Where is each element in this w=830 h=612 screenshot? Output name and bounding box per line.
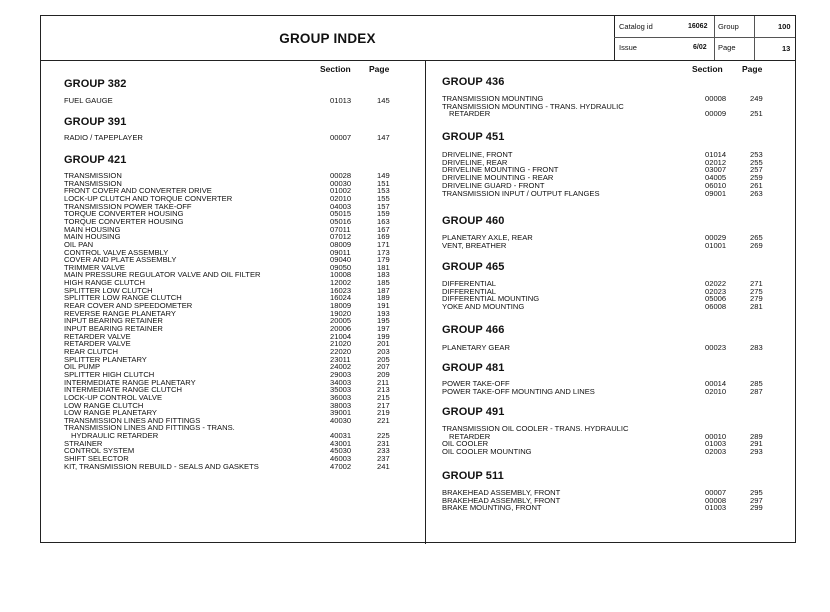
entry-page: 191 (377, 301, 390, 311)
entry-section: 00007 (705, 488, 727, 497)
entry-name: REAR COVER AND SPEEDOMETER (64, 301, 193, 311)
entry-page: 147 (377, 133, 390, 142)
page-value: 13 (782, 44, 791, 53)
entry-page: 185 (377, 278, 390, 288)
entry-name: FRONT COVER AND CONVERTER DRIVE (64, 186, 212, 196)
entry-section: 02023 (705, 286, 727, 296)
entry-name: TRANSMISSION OIL COOLER - TRANS. HYDRAULIC (442, 424, 629, 433)
group-heading: GROUP 451 (442, 131, 505, 143)
entry-page: 299 (750, 503, 763, 513)
entry-section: 08009 (330, 239, 352, 249)
entry-name: INTERMEDIATE RANGE CLUTCH (64, 385, 182, 395)
entry-page: 195 (377, 316, 390, 326)
entry-section: 24002 (330, 362, 352, 372)
entry-section: 00010 (705, 431, 727, 441)
entry-section: 16023 (330, 285, 352, 295)
entry-section: 07012 (330, 232, 352, 242)
entry-section: 02010 (330, 193, 352, 203)
entry-page: 289 (750, 431, 763, 441)
entry-page: 269 (750, 240, 763, 250)
entry-name: MAIN HOUSING (64, 224, 121, 234)
entry-page: 205 (377, 354, 390, 364)
entry-page: 211 (377, 377, 390, 387)
index-entry (442, 303, 770, 312)
catalog-id-value: 16062 (688, 23, 708, 30)
entry-section: 12002 (330, 278, 352, 288)
entry-name: OIL COOLER MOUNTING (442, 447, 532, 457)
index-entry (442, 448, 770, 457)
entry-page: 249 (750, 94, 763, 103)
entry-name: TRANSMISSION (64, 178, 122, 188)
entry-name: INTERMEDIATE RANGE PLANETARY (64, 377, 196, 387)
entry-name: DRIVELINE MOUNTING - REAR (442, 173, 554, 183)
entry-section: 21020 (330, 339, 352, 349)
entry-name: RETARDER (449, 431, 491, 441)
entry-name: DIFFERENTIAL (442, 286, 497, 296)
entry-section: 02010 (705, 386, 727, 396)
document-frame (40, 15, 796, 543)
entry-section: 20006 (330, 324, 352, 333)
group-heading: GROUP 491 (442, 406, 505, 418)
entry-page: 217 (377, 400, 390, 410)
entry-name: BRAKEHEAD ASSEMBLY, FRONT (442, 495, 561, 505)
entry-name: YOKE AND MOUNTING (442, 302, 525, 312)
entry-page: 281 (750, 302, 763, 312)
entry-page: 225 (377, 431, 390, 441)
entry-section: 06008 (705, 302, 727, 312)
entry-name: LOW RANGE PLANETARY (64, 408, 157, 418)
entry-name: TORQUE CONVERTER HOUSING (64, 216, 184, 226)
entry-page: 297 (750, 495, 763, 505)
entry-name: RETARDER VALVE (64, 331, 131, 341)
entry-name: COVER AND PLATE ASSEMBLY (64, 255, 177, 265)
page-label: Page (718, 43, 736, 52)
entry-section: 39001 (330, 408, 352, 418)
entry-section: 00008 (705, 495, 727, 505)
group-heading: GROUP 391 (64, 116, 127, 128)
entry-name: TORQUE CONVERTER HOUSING (64, 209, 184, 219)
entry-name: DIFFERENTIAL (442, 279, 497, 288)
entry-section: 01013 (330, 96, 352, 105)
entry-section: 35003 (330, 385, 352, 395)
entry-section: 05016 (330, 216, 352, 226)
group-label: Group (718, 22, 739, 31)
entry-page: 283 (750, 343, 763, 352)
entry-section: 10008 (330, 270, 352, 280)
entry-page: 163 (377, 216, 390, 226)
entry-name: POWER TAKE-OFF MOUNTING AND LINES (442, 386, 595, 396)
entry-name: CONTROL SYSTEM (64, 446, 135, 456)
entry-name: FUEL GAUGE (64, 96, 113, 105)
entry-name: MAIN HOUSING (64, 232, 121, 242)
group-heading: GROUP 481 (442, 362, 505, 374)
entry-name: REVERSE RANGE PLANETARY (64, 308, 176, 318)
entry-section: 01001 (705, 240, 727, 250)
entry-page: 251 (750, 109, 763, 119)
group-heading: GROUP 436 (442, 76, 505, 88)
entry-page: 287 (750, 386, 763, 396)
entry-name: TRIMMER VALVE (64, 262, 125, 272)
entry-name: DRIVELINE, REAR (442, 157, 508, 167)
entry-section: 36003 (330, 392, 352, 402)
entry-name: PLANETARY AXLE, REAR (442, 233, 533, 242)
entry-section: 18009 (330, 301, 352, 311)
entry-page: 167 (377, 224, 390, 234)
entry-page: 221 (377, 415, 390, 425)
entry-section: 43001 (330, 438, 352, 448)
page-title: GROUP INDEX (41, 16, 615, 60)
entry-name: TRANSMISSION MOUNTING - TRANS. HYDRAULIC (442, 101, 624, 111)
entry-section: 00029 (705, 233, 727, 242)
entry-name: INPUT BEARING RETAINER (64, 324, 163, 333)
entry-page: 285 (750, 379, 763, 388)
entry-page: 213 (377, 385, 390, 395)
entry-section: 34003 (330, 377, 352, 387)
entry-name: OIL PUMP (64, 362, 101, 372)
entry-section: 01003 (705, 503, 727, 513)
group-heading: GROUP 460 (442, 215, 505, 227)
entry-section: 00009 (705, 109, 727, 119)
entry-section: 00007 (330, 133, 352, 142)
header-divider (41, 60, 795, 61)
entry-name: OIL PAN (64, 239, 94, 249)
entry-page: 173 (377, 247, 390, 257)
entry-page: 261 (750, 180, 763, 190)
page-column-header: Page (369, 64, 390, 74)
entry-section: 09001 (705, 188, 727, 198)
header-col-divider (754, 16, 755, 60)
entry-name: SPLITTER LOW RANGE CLUTCH (64, 293, 182, 303)
entry-page: 231 (377, 438, 390, 448)
entry-name: TRANSMISSION INPUT / OUTPUT FLANGES (442, 188, 600, 198)
entry-page: 255 (750, 157, 763, 167)
entry-section: 01003 (705, 439, 727, 449)
entry-name: SPLITTER HIGH CLUTCH (64, 369, 155, 379)
section-column-header: Section (692, 64, 723, 74)
entry-section: 00008 (705, 94, 727, 103)
header-row-divider (614, 37, 795, 38)
entry-page: 233 (377, 446, 390, 456)
entry-name: INPUT BEARING RETAINER (64, 316, 163, 326)
entry-name: SPLITTER PLANETARY (64, 354, 147, 364)
entry-page: 295 (750, 488, 763, 497)
entry-page: 183 (377, 270, 390, 280)
entry-name: DRIVELINE, FRONT (442, 150, 513, 159)
entry-page: 179 (377, 255, 390, 265)
entry-page: 215 (377, 392, 390, 402)
entry-page: 197 (377, 324, 390, 333)
entry-name: MAIN PRESSURE REGULATOR VALVE AND OIL FILTER (64, 270, 261, 280)
index-entry (64, 134, 397, 143)
entry-page: 209 (377, 369, 390, 379)
entry-page: 275 (750, 286, 763, 296)
entry-section: 23011 (330, 354, 351, 364)
entry-name: RETARDER VALVE (64, 339, 131, 349)
header-col-divider (714, 16, 715, 60)
entry-page: 199 (377, 331, 390, 341)
group-heading: GROUP 465 (442, 261, 505, 273)
entry-section: 47002 (330, 461, 352, 471)
entry-name: TRANSMISSION (64, 171, 122, 180)
entry-section: 16024 (330, 293, 352, 303)
entry-section: 04005 (705, 173, 727, 183)
entry-section: 00023 (705, 343, 727, 352)
entry-page: 271 (750, 279, 763, 288)
section-column-header: Section (320, 64, 351, 74)
entry-section: 03007 (705, 165, 727, 175)
entry-section: 02022 (705, 279, 727, 288)
entry-name: RETARDER (449, 109, 491, 119)
entry-name: RADIO / TAPEPLAYER (64, 133, 143, 142)
entry-section: 40031 (330, 431, 352, 441)
entry-section: 22020 (330, 346, 352, 356)
entry-page: 159 (377, 209, 390, 219)
entry-name: STRAINER (64, 438, 103, 448)
entry-name: HYDRAULIC RETARDER (71, 431, 159, 441)
entry-name: KIT, TRANSMISSION REBUILD - SEALS AND GASKETS (64, 461, 259, 471)
entry-section: 02012 (705, 157, 727, 167)
entry-name: TRANSMISSION POWER TAKE-OFF (64, 201, 192, 211)
index-entry (442, 110, 770, 119)
entry-page: 265 (750, 233, 763, 242)
entry-page: 291 (750, 439, 763, 449)
entry-section: 09050 (330, 262, 352, 272)
entry-page: 253 (750, 150, 763, 159)
entry-section: 40030 (330, 415, 352, 425)
entry-section: 00030 (330, 178, 352, 188)
entry-page: 263 (750, 188, 763, 198)
entry-name: TRANSMISSION MOUNTING (442, 94, 544, 103)
entry-name: REAR CLUTCH (64, 346, 119, 356)
catalog-id-label: Catalog id (619, 22, 653, 31)
entry-page: 151 (377, 178, 390, 188)
issue-label: Issue (619, 43, 637, 52)
column-divider (425, 60, 426, 544)
entry-section: 21004 (330, 331, 352, 341)
entry-name: LOCK-UP CONTROL VALVE (64, 392, 163, 402)
entry-page: 149 (377, 171, 390, 180)
entry-name: BRAKEHEAD ASSEMBLY, FRONT (442, 488, 561, 497)
entry-section: 38003 (330, 400, 352, 410)
entry-section: 04003 (330, 201, 352, 211)
entry-page: 157 (377, 201, 390, 211)
entry-page: 259 (750, 173, 763, 183)
entry-section: 20005 (330, 316, 352, 326)
entry-page: 279 (750, 294, 763, 304)
entry-section: 01002 (330, 186, 352, 196)
entry-page: 241 (377, 461, 390, 471)
index-entry (442, 504, 770, 513)
index-entry (442, 388, 770, 397)
entry-section: 01014 (705, 150, 727, 159)
entry-name: VENT, BREATHER (442, 240, 507, 250)
entry-section: 46003 (330, 454, 352, 464)
index-entry (442, 242, 770, 251)
group-heading: GROUP 382 (64, 78, 127, 90)
entry-page: 155 (377, 193, 390, 203)
group-heading: GROUP 421 (64, 154, 127, 166)
entry-page: 153 (377, 186, 390, 196)
entry-page: 171 (377, 239, 390, 249)
entry-page: 187 (377, 285, 390, 295)
entry-page: 207 (377, 362, 390, 372)
entry-section: 05015 (330, 209, 352, 219)
group-value: 100 (778, 22, 791, 31)
entry-page: 201 (377, 339, 390, 349)
entry-name: TRANSMISSION LINES AND FITTINGS (64, 415, 201, 425)
entry-section: 09011 (330, 247, 351, 257)
entry-section: 06010 (705, 180, 727, 190)
entry-name: SPLITTER LOW CLUTCH (64, 285, 153, 295)
entry-section: 29003 (330, 369, 352, 379)
index-entry (442, 190, 770, 199)
entry-section: 19020 (330, 308, 352, 318)
entry-page: 293 (750, 447, 763, 457)
entry-name: POWER TAKE-OFF (442, 379, 510, 388)
entry-name: TRANSMISSION LINES AND FITTINGS - TRANS. (64, 423, 235, 433)
entry-section: 00028 (330, 171, 352, 180)
entry-name: DRIVELINE MOUNTING - FRONT (442, 165, 559, 175)
entry-name: CONTROL VALVE ASSEMBLY (64, 247, 169, 257)
entry-name: OIL COOLER (442, 439, 489, 449)
group-heading: GROUP 466 (442, 324, 505, 336)
entry-page: 193 (377, 308, 390, 318)
entry-section: 09040 (330, 255, 352, 265)
entry-page: 181 (377, 262, 390, 272)
index-entry (64, 97, 397, 106)
entry-section: 05006 (705, 294, 727, 304)
entry-name: BRAKE MOUNTING, FRONT (442, 503, 542, 513)
entry-page: 203 (377, 346, 390, 356)
entry-page: 219 (377, 408, 390, 418)
entry-section: 00014 (705, 379, 727, 388)
entry-section: 07011 (330, 224, 351, 234)
group-heading: GROUP 511 (442, 470, 504, 482)
index-entry (442, 344, 770, 353)
entry-name: DIFFERENTIAL MOUNTING (442, 294, 540, 304)
entry-name: HIGH RANGE CLUTCH (64, 278, 146, 288)
index-entry (64, 463, 397, 472)
page-column-header: Page (742, 64, 763, 74)
entry-page: 145 (377, 96, 390, 105)
entry-page: 257 (750, 165, 763, 175)
entry-page: 169 (377, 232, 390, 242)
entry-name: PLANETARY GEAR (442, 343, 510, 352)
entry-name: LOW RANGE CLUTCH (64, 400, 144, 410)
entry-section: 45030 (330, 446, 352, 456)
entry-page: 237 (377, 454, 390, 464)
entry-name: LOCK-UP CLUTCH AND TORQUE CONVERTER (64, 193, 233, 203)
entry-name: DRIVELINE GUARD - FRONT (442, 180, 545, 190)
entry-section: 02003 (705, 447, 727, 457)
entry-name: SHIFT SELECTOR (64, 454, 129, 464)
issue-value: 6/02 (693, 44, 707, 51)
entry-page: 189 (377, 293, 390, 303)
